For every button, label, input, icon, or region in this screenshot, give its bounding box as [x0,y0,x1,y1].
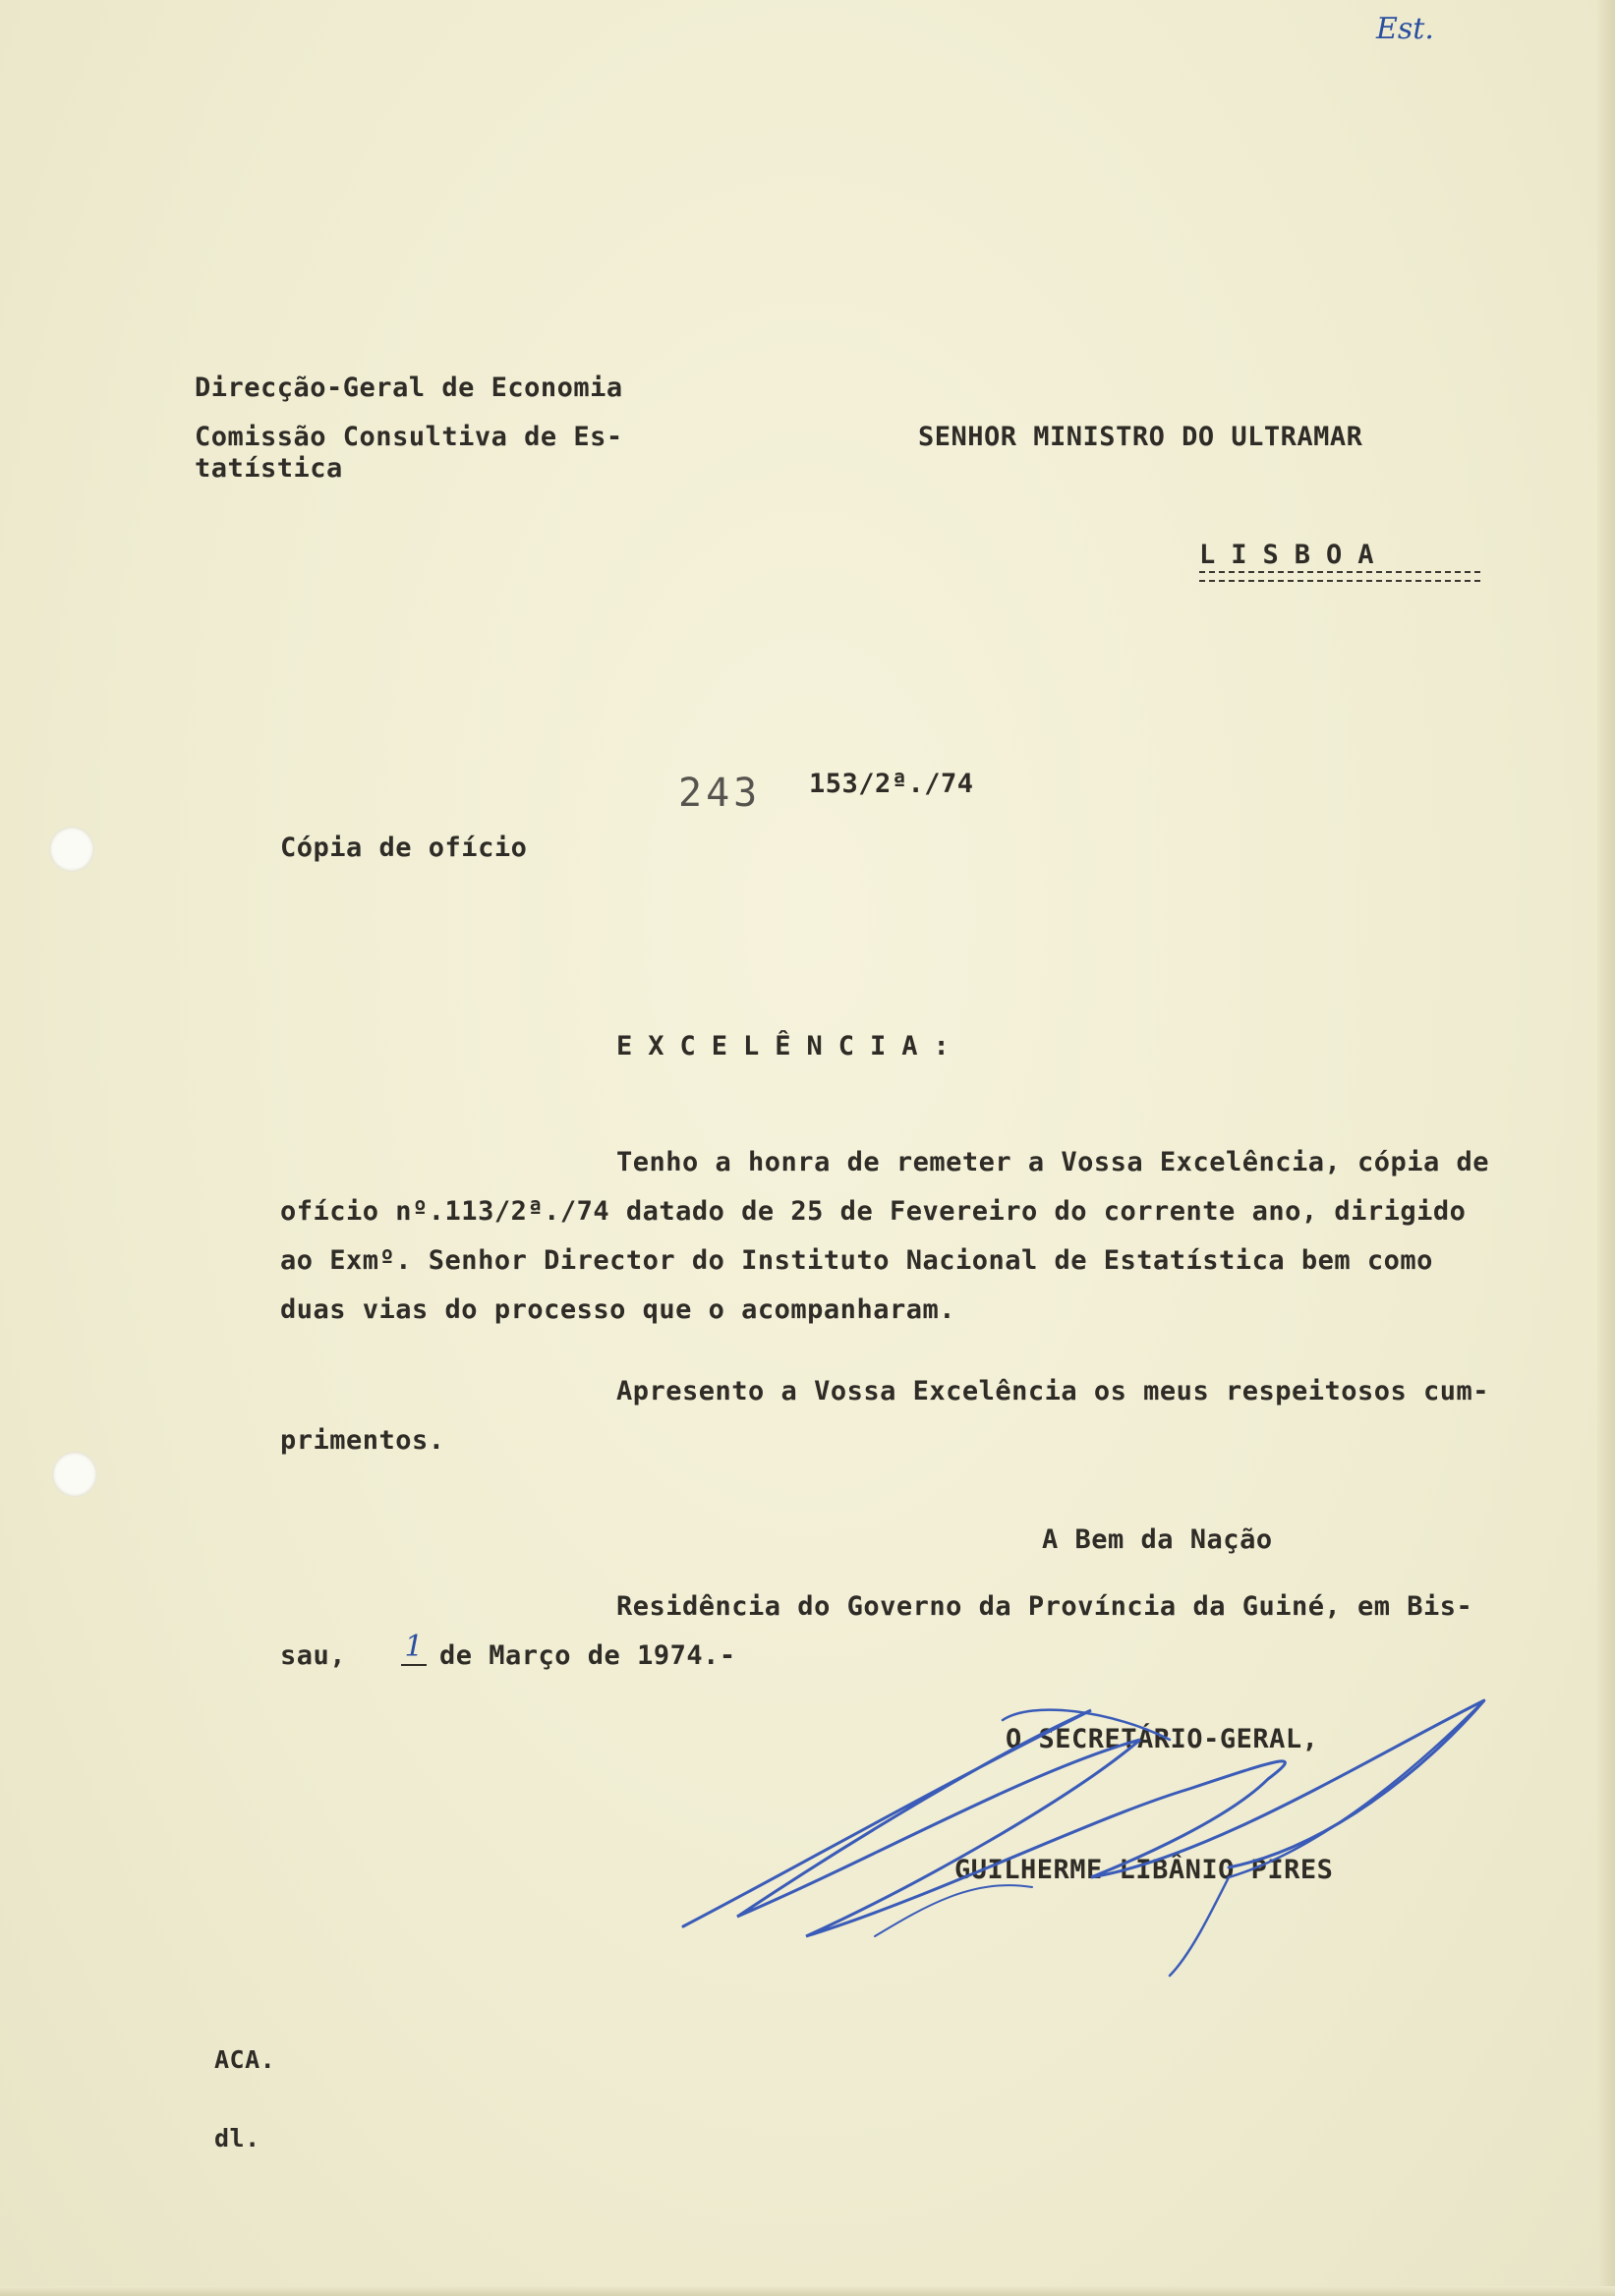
handwritten-day: 1 [401,1630,427,1666]
body-line-2: ofício nº.113/2ª./74 datado de 25 de Fevereiro do corrente ano, dirigido [280,1196,1467,1227]
page-edge-right [1597,0,1615,2296]
place-line-2-prefix: sau, [280,1640,347,1671]
body-line-3: ao Exmº. Senhor Director do Instituto Nacional de Estatística bem como [280,1245,1433,1276]
sender-line-1: Direcção-Geral de Economia [195,373,623,403]
reference-number: 153/2ª./74 [809,769,974,799]
recipient-city: LISBOA [1199,540,1390,570]
place-line-1: Residência do Governo da Província da Guiné, em Bis- [616,1591,1473,1622]
footer-initials-2: dl. [214,2124,260,2152]
body-line-6: primentos. [280,1425,445,1456]
signature-scribble [678,1641,1494,1985]
signatory-title: O SECRETÁRIO-GERAL, [1006,1724,1319,1754]
punch-hole-bottom [52,1452,97,1497]
place-line-2-suffix: de Março de 1974.- [439,1640,736,1671]
body-line-5: Apresento a Vossa Excelência os meus respeitosos cum- [616,1376,1490,1406]
page-edge-bottom [0,2286,1615,2296]
salutation: EXCELÊNCIA: [616,1031,965,1062]
subject-line: Cópia de ofício [280,832,528,863]
body-line-1: Tenho a honra de remeter a Vossa Excelência, cópia de [616,1147,1490,1177]
city-double-underline [1199,571,1480,582]
sender-line-3: tatística [195,453,343,484]
sender-line-2: Comissão Consultiva de Es- [195,422,623,452]
closing-motto: A Bem da Nação [1042,1524,1273,1555]
signatory-name: GUILHERME LIBÂNIO PIRES [954,1855,1334,1885]
handwritten-annotation: Est. [1376,12,1434,46]
footer-initials-1: ACA. [214,2045,276,2074]
recipient-title: SENHOR MINISTRO DO ULTRAMAR [918,422,1363,452]
punch-hole-top [49,827,94,872]
stamped-number: 243 [678,771,762,816]
body-line-4: duas vias do processo que o acompanharam. [280,1294,955,1325]
